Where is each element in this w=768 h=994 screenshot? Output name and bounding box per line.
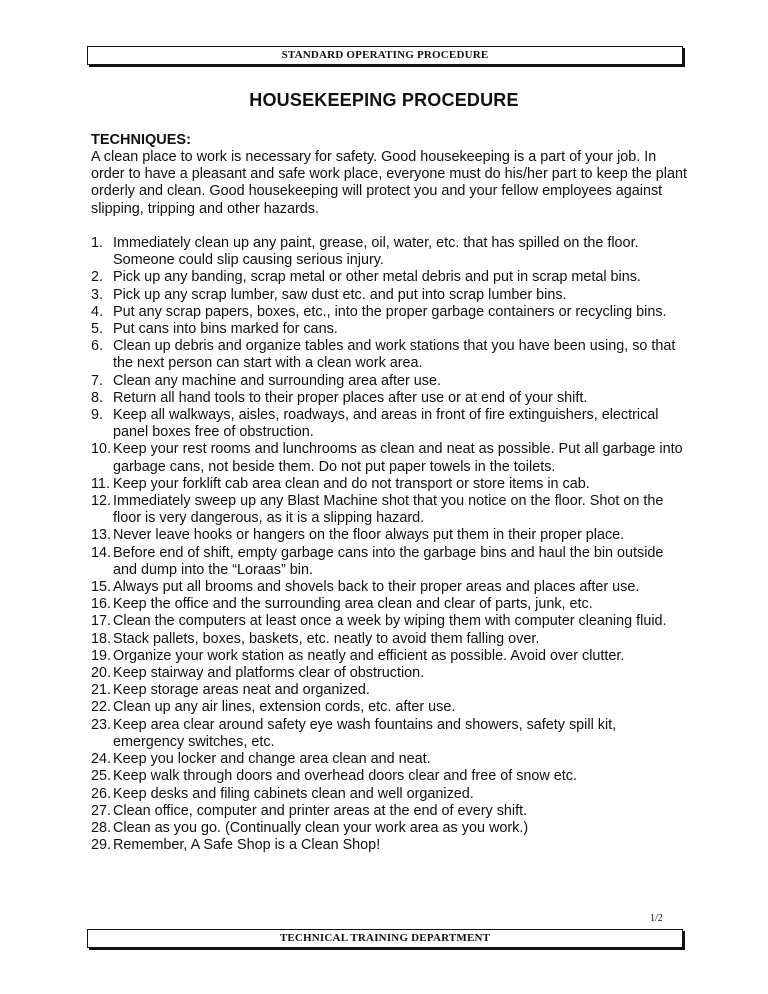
list-item-text: Pick up any banding, scrap metal or other metal debris and put in scrap metal bins.: [113, 269, 641, 286]
list-item-text: Keep area clear around safety eye wash fountains and showers, safety spill kit, emergency switches, etc.: [113, 716, 617, 750]
list-item: [91, 441, 691, 475]
page-title: HOUSEKEEPING PROCEDURE: [249, 90, 519, 110]
list-item-number: 22.: [91, 699, 112, 716]
list-item: [91, 820, 691, 837]
list-item: [91, 304, 691, 321]
list-item: [91, 682, 691, 699]
list-item: [91, 269, 691, 286]
list-item: [91, 545, 691, 579]
list-item-number: 10.: [91, 441, 112, 458]
list-item: [91, 390, 691, 407]
list-item-text: Keep your forklift cab area clean and do not transport or store items in cab.: [113, 475, 590, 492]
list-item-text: Keep walk through doors and overhead doors clear and free of snow etc.: [113, 768, 577, 785]
list-item-number: 1.: [91, 235, 104, 251]
list-item: [91, 235, 691, 269]
list-item-text: Remember, A Safe Shop is a Clean Shop!: [113, 837, 381, 854]
intro-text: A clean place to work is necessary for safety. Good housekeeping is a part of your job. In order to have a pleasant and safe work place, everyone must do his/her part to keep the plant orderly and clean. Good housekeeping will protect you and your fellow employees against slipping, tripping and other hazards.: [91, 149, 687, 217]
list-item: [91, 287, 691, 304]
list-item-text: Stack pallets, boxes, baskets, etc. neatly to avoid them falling over.: [113, 630, 540, 647]
list-item-number: 21.: [91, 682, 112, 699]
list-item-text: Before end of shift, empty garbage cans into the garbage bins and haul the bin outside and dump into the “Loraas” bin.: [113, 544, 664, 578]
list-item-number: 6.: [91, 338, 104, 355]
list-item-number: 28.: [91, 819, 112, 836]
list-item: [91, 837, 691, 854]
list-item: [91, 717, 691, 751]
list-item-number: 5.: [91, 321, 104, 338]
list-item: [91, 786, 691, 803]
list-item-text: Immediately sweep up any Blast Machine shot that you notice on the floor. Shot on the floor is very dangerous, as it is a slipping hazard.: [113, 493, 664, 527]
list-item-text: Pick up any scrap lumber, saw dust etc. and put into scrap lumber bins.: [113, 286, 567, 303]
list-item-text: Keep stairway and platforms clear of obstruction.: [113, 665, 425, 682]
list-item: [91, 407, 691, 441]
list-item-text: Clean up any air lines, extension cords, etc. after use.: [113, 699, 456, 716]
header-banner: STANDARD OPERATING PROCEDURE: [87, 46, 683, 65]
section-heading: TECHNIQUES:: [91, 132, 191, 148]
list-item: [91, 699, 691, 716]
list-item-text: Keep the office and the surrounding area clean and clear of parts, junk, etc.: [113, 596, 593, 613]
list-item-text: Put any scrap papers, boxes, etc., into the proper garbage containers or recycling bins.: [113, 303, 667, 320]
list-item: [91, 665, 691, 682]
page-number: 1/2: [650, 913, 663, 924]
list-item-number: 3.: [91, 286, 104, 303]
list-item: [91, 596, 691, 613]
list-item-number: 18.: [91, 630, 112, 647]
list-item-text: Immediately clean up any paint, grease, oil, water, etc. that has spilled on the floor. Someone could slip causing serious injury.: [113, 235, 639, 269]
list-item-text: Put cans into bins marked for cans.: [113, 321, 338, 338]
list-item-text: Organize your work station as neatly and efficient as possible. Avoid over clutter.: [113, 647, 625, 664]
list-item-text: Clean any machine and surrounding area after use.: [113, 372, 441, 389]
list-item: [91, 631, 691, 648]
list-item-number: 17.: [91, 613, 112, 630]
list-item: [91, 338, 691, 372]
list-item-number: 2.: [91, 269, 104, 286]
procedure-list: [91, 235, 691, 854]
list-item: [91, 751, 691, 768]
list-item-number: 27.: [91, 802, 112, 819]
list-item-number: 9.: [91, 407, 104, 424]
list-item: [91, 768, 691, 785]
intro-paragraph: [91, 149, 691, 218]
list-item-number: 14.: [91, 544, 112, 561]
list-item-text: Keep storage areas neat and organized.: [113, 682, 370, 699]
footer-banner: TECHNICAL TRAINING DEPARTMENT: [87, 929, 683, 948]
list-item-number: 15.: [91, 579, 112, 596]
list-item-number: 29.: [91, 837, 112, 854]
list-item-text: Clean the computers at least once a week by wiping them with computer cleaning fluid.: [113, 613, 667, 630]
list-item: [91, 579, 691, 596]
list-item-number: 24.: [91, 751, 112, 768]
list-item-number: 26.: [91, 785, 112, 802]
list-item-text: Clean office, computer and printer areas at the end of every shift.: [113, 802, 528, 819]
list-item-number: 23.: [91, 716, 112, 733]
list-item: [91, 613, 691, 630]
list-item-number: 11.: [91, 475, 110, 492]
list-item-text: Return all hand tools to their proper places after use or at end of your shift.: [113, 389, 588, 406]
list-item-text: Clean as you go. (Continually clean your work area as you work.): [113, 819, 529, 836]
list-item-number: 13.: [91, 527, 112, 544]
list-item-number: 12.: [91, 493, 112, 510]
list-item-number: 19.: [91, 647, 112, 664]
list-item: [91, 648, 691, 665]
list-item-number: 7.: [91, 372, 104, 389]
list-item-text: Keep your rest rooms and lunchrooms as clean and neat as possible. Put all garbage into garbage cans, not beside them. Do not put paper towels in the toilets.: [113, 441, 683, 475]
list-item: [91, 373, 691, 390]
list-item: [91, 476, 691, 493]
list-item-number: 16.: [91, 596, 112, 613]
list-item: [91, 493, 691, 527]
list-item-text: Keep all walkways, aisles, roadways, and areas in front of fire extinguishers, electrical panel boxes free of obstruction.: [113, 407, 659, 441]
list-item: [91, 803, 691, 820]
list-item-text: Keep you locker and change area clean and neat.: [113, 751, 431, 768]
list-item-text: Keep desks and filing cabinets clean and well organized.: [113, 785, 474, 802]
list-item-text: Never leave hooks or hangers on the floor always put them in their proper place.: [113, 527, 625, 544]
list-item-number: 25.: [91, 768, 112, 785]
list-item: [91, 527, 691, 544]
list-item-number: 8.: [91, 389, 104, 406]
list-item: [91, 321, 691, 338]
list-item-text: Clean up debris and organize tables and work stations that you have been using, so that the next person can start with a clean work area.: [113, 338, 676, 372]
list-item-text: Always put all brooms and shovels back to their proper areas and places after use.: [113, 579, 640, 596]
list-item-number: 20.: [91, 665, 112, 682]
list-item-number: 4.: [91, 303, 104, 320]
